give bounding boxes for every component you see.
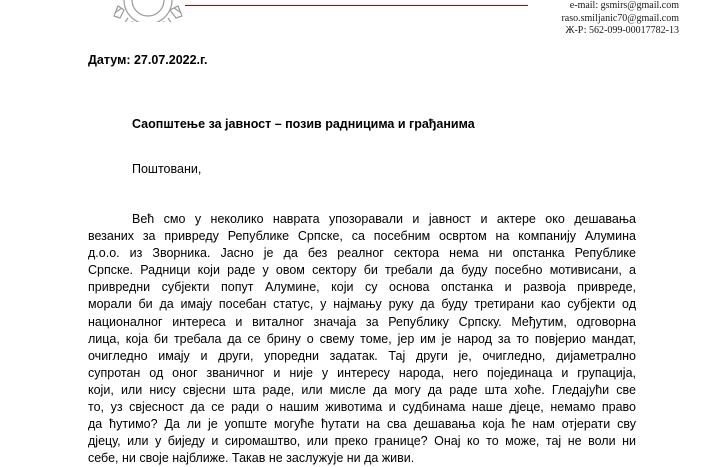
body-line: себе, ни своје најближе. Такав не заслужује ни да живи. <box>88 451 415 466</box>
body-line: морали би да имају посебан статус, у најмању руку да буду третирани као субјекти од <box>88 297 636 312</box>
body-line: да ћутимо? Да ли је уопште могуће ћутати на сва дешавања која ће нам отјерати сву <box>88 417 636 432</box>
contact-email-primary: e-mail: gsmirs@gmail.com <box>569 0 679 11</box>
body-line: везаних за привреду Републике Српске, са посебним освртом на компанију Алумина <box>88 229 636 244</box>
gear-logo-icon <box>108 0 188 22</box>
body-line: Српске. Радници који раде у овом сектору би требали да буду посебно мотивисани, а <box>88 263 636 278</box>
contact-bank-account: Ж-Р: 562-099-00017782-13 <box>565 25 679 36</box>
body-line: Већ смо у неколико наврата упозоравали и јавност и актере око дешавања <box>132 212 636 226</box>
body-line: привредни субјекти попут Алумине, који су основа опстанка и развоја привреде, <box>88 280 636 295</box>
date-value: 27.07.2022.г. <box>133 53 208 67</box>
letterhead-contact <box>561 0 679 38</box>
body-line: супротан од оног званичног и није у интересу народа, него појединаца и групација, <box>88 365 636 380</box>
body-line: дјецу, или у биједу и сиромаштво, или преко границе? Онај ко то може, тај не воли ни <box>88 434 636 449</box>
body-line: који, или нису свјесни шта раде, или мисле да могу да раде шта хоће. Гледајући све <box>88 382 636 397</box>
body-line: лица, која би требала да се брину о свему томе, јер им је народ за то повјерио мандат, <box>88 331 636 346</box>
body-paragraph <box>88 211 636 467</box>
body-line: д.о.о. из Зворника. Јасно је да без реалног сектора нема ни опстанка Републике <box>88 246 636 261</box>
salutation: Поштовани, <box>132 162 202 176</box>
body-line: то, уз свјесност да се ради о нашим животима и судбинама наше дјеце, немамо право <box>88 400 636 415</box>
body-line: очигледно имају и други, упоредни задатак. Тај други је, очигледно, дијаметрално <box>88 348 636 363</box>
body-line: националног интереса и виталног значаја за Републику Српску. Међутим, одговорна <box>88 314 636 329</box>
contact-email-secondary: raso.smiljanic70@gmail.com <box>561 12 679 24</box>
date-label: Датум: <box>88 53 131 67</box>
letterhead-divider <box>185 5 528 6</box>
document-subject: Саопштење за јавност – позив радницима и грађанима <box>132 117 475 131</box>
document-date <box>88 53 207 67</box>
organization-logo <box>108 0 188 22</box>
